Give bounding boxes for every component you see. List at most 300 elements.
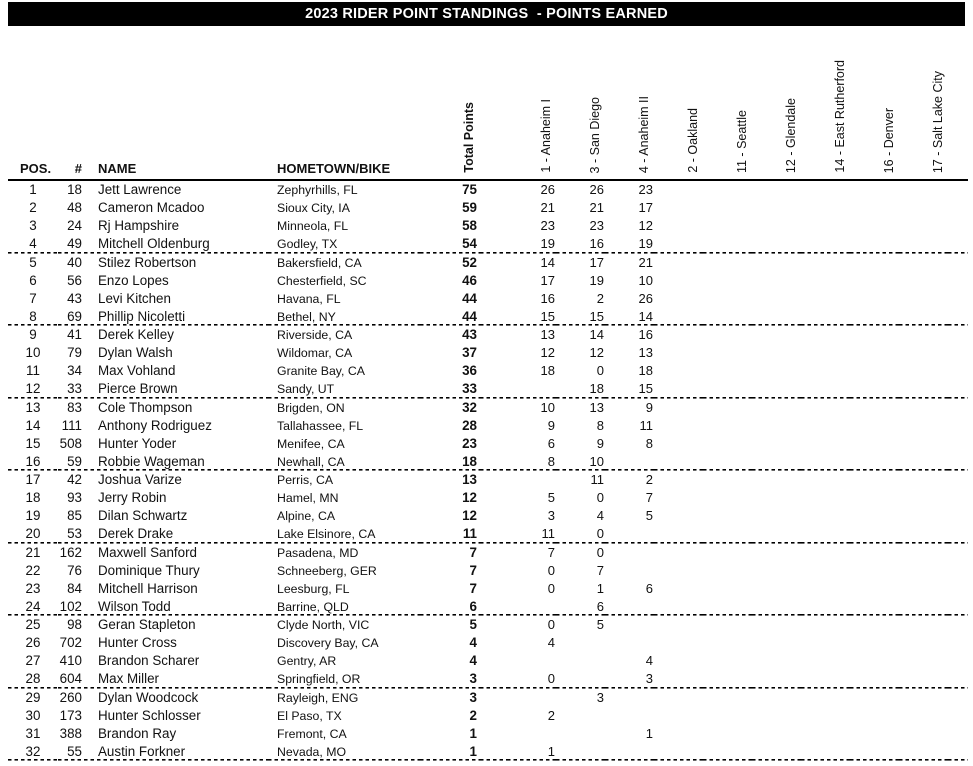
race-points-cell xyxy=(654,598,703,616)
spacer-cell xyxy=(480,652,507,670)
race-points-cell xyxy=(654,326,703,344)
pos-cell: 12 xyxy=(8,380,58,398)
race-points-cell: 10 xyxy=(540,399,555,415)
race-points-cell xyxy=(801,652,850,670)
race-points-cell xyxy=(752,362,801,380)
race-points-cell xyxy=(850,308,899,326)
hometown-cell: Havana, FL xyxy=(277,291,341,306)
race-points-cell xyxy=(507,380,556,398)
table-row xyxy=(8,525,968,543)
hometown-cell: Granite Bay, CA xyxy=(277,364,365,379)
race-points-cell xyxy=(752,254,801,272)
hometown-cell: Newhall, CA xyxy=(268,453,420,471)
spacer-cell xyxy=(480,254,507,272)
race-points-cell xyxy=(850,634,899,652)
race-points-cell xyxy=(801,616,850,634)
filler-cell xyxy=(948,254,968,272)
name-cell: Cameron Mcadoo xyxy=(98,200,205,216)
race-points-cell: 26 xyxy=(589,182,604,197)
race-points-cell xyxy=(850,525,899,543)
number-cell: 18 xyxy=(67,182,82,197)
race-points-cell xyxy=(654,399,703,417)
race-points-cell xyxy=(850,453,899,471)
race-points-cell: 14 xyxy=(540,254,555,270)
race-points-cell xyxy=(752,217,801,235)
race-points-cell xyxy=(752,689,801,707)
race-points-cell xyxy=(801,399,850,417)
hometown-cell: Clyde North, VIC xyxy=(277,618,370,632)
table-row xyxy=(8,344,968,362)
name-cell: Dylan Walsh xyxy=(98,345,173,361)
race-points-cell xyxy=(703,634,752,652)
filler-cell xyxy=(948,616,968,634)
hometown-cell: Zephyrhills, FL xyxy=(277,183,358,197)
column-header-name: NAME xyxy=(84,30,268,180)
hometown-cell: Leesburg, FL xyxy=(277,581,350,596)
name-cell: Jett Lawrence xyxy=(98,182,182,197)
race-points-cell: 0 xyxy=(507,670,556,688)
race-points-cell xyxy=(703,525,752,543)
race-points-cell: 0 xyxy=(596,490,604,506)
total-points-cell: 13 xyxy=(462,472,477,487)
race-points-cell xyxy=(703,344,752,362)
hometown-cell: Gentry, AR xyxy=(277,654,337,669)
race-points-cell xyxy=(703,544,752,562)
race-points-cell xyxy=(899,308,948,326)
filler-cell xyxy=(948,217,968,235)
race-points-cell: 15 xyxy=(507,308,556,326)
spacer-cell xyxy=(480,399,507,417)
number-cell: 702 xyxy=(59,635,82,651)
race-points-cell xyxy=(654,743,703,761)
race-points-cell xyxy=(703,417,752,435)
race-points-cell: 5 xyxy=(645,508,653,524)
race-points-cell: 15 xyxy=(556,308,605,326)
table-row xyxy=(8,254,968,272)
filler-cell xyxy=(948,689,968,707)
race-points-cell xyxy=(752,435,801,453)
column-header-race: 1 - Anaheim I xyxy=(507,30,556,180)
race-points-cell: 14 xyxy=(605,308,654,326)
race-points-cell xyxy=(507,652,556,670)
filler-cell xyxy=(948,344,968,362)
race-points-cell: 12 xyxy=(540,345,555,361)
race-points-cell xyxy=(703,707,752,725)
table-row xyxy=(8,634,968,652)
name-cell: Hunter Cross xyxy=(98,635,177,651)
race-points-cell xyxy=(703,453,752,471)
number-cell: 59 xyxy=(58,453,84,471)
name-cell: Dominique Thury xyxy=(98,562,200,578)
name-cell: Robbie Wageman xyxy=(84,453,268,471)
number-cell: 49 xyxy=(58,235,84,253)
total-points-cell: 36 xyxy=(462,363,477,379)
number-cell: 84 xyxy=(67,580,82,596)
race-points-cell xyxy=(507,689,556,707)
hometown-cell: Nevada, MO xyxy=(268,743,420,761)
race-points-cell xyxy=(850,362,899,380)
race-points-cell xyxy=(654,725,703,743)
race-points-cell xyxy=(801,326,850,344)
race-points-cell xyxy=(752,634,801,652)
filler-cell xyxy=(948,380,968,398)
hometown-cell: Sioux City, IA xyxy=(277,201,350,216)
race-points-cell xyxy=(752,652,801,670)
filler-cell xyxy=(948,199,968,217)
race-points-cell xyxy=(801,598,850,616)
race-points-cell xyxy=(801,544,850,562)
race-points-cell: 12 xyxy=(589,345,604,361)
hometown-cell: Fremont, CA xyxy=(277,726,347,741)
race-points-cell xyxy=(899,598,948,616)
column-header-race: 4 - Anaheim II xyxy=(605,30,654,180)
table-row xyxy=(8,399,968,417)
race-points-cell xyxy=(899,743,948,761)
race-points-cell: 0 xyxy=(596,544,604,560)
table-row xyxy=(8,362,968,380)
filler-cell xyxy=(948,235,968,253)
race-points-cell xyxy=(752,471,801,489)
race-points-cell: 6 xyxy=(547,435,555,451)
total-points-cell: 11 xyxy=(420,525,480,543)
total-points-cell: 12 xyxy=(462,508,477,524)
race-points-cell: 1 xyxy=(507,743,556,761)
name-cell: Max Miller xyxy=(84,670,268,688)
race-points-cell xyxy=(703,290,752,308)
spacer-cell xyxy=(480,417,507,435)
race-points-cell xyxy=(605,544,654,562)
race-points-cell: 0 xyxy=(596,363,604,379)
race-points-cell: 9 xyxy=(645,399,653,415)
hometown-cell: Brigden, ON xyxy=(277,400,345,415)
hometown-cell: Lake Elsinore, CA xyxy=(268,525,420,543)
race-points-cell xyxy=(899,707,948,725)
spacer-cell xyxy=(480,199,507,217)
hometown-cell: Chesterfield, SC xyxy=(277,273,367,288)
spacer-cell xyxy=(480,380,507,398)
race-points-cell xyxy=(801,235,850,253)
hometown-cell: Schneeberg, GER xyxy=(277,563,377,578)
page-title: 2023 RIDER POINT STANDINGS - POINTS EARNED xyxy=(8,2,965,26)
race-points-cell xyxy=(654,544,703,562)
race-points-cell xyxy=(752,453,801,471)
race-points-cell xyxy=(556,707,605,725)
table-row xyxy=(8,435,968,453)
name-cell: Austin Forkner xyxy=(84,743,268,761)
table-row xyxy=(8,180,968,199)
race-points-cell xyxy=(654,344,703,362)
number-cell: 111 xyxy=(61,417,82,433)
name-cell: Mitchell Harrison xyxy=(98,580,198,596)
race-points-cell: 23 xyxy=(589,218,604,234)
table-row xyxy=(8,453,968,471)
race-points-cell xyxy=(899,453,948,471)
total-points-cell: 43 xyxy=(462,327,477,342)
race-points-cell xyxy=(654,217,703,235)
race-points-cell xyxy=(850,199,899,217)
filler-cell xyxy=(948,290,968,308)
total-points-cell: 3 xyxy=(469,689,477,705)
race-points-cell: 15 xyxy=(605,380,654,398)
pos-cell: 23 xyxy=(25,580,41,596)
race-points-cell: 7 xyxy=(547,544,555,560)
name-cell: Enzo Lopes xyxy=(98,272,169,288)
race-points-cell xyxy=(850,344,899,362)
spacer-cell xyxy=(480,489,507,507)
race-points-cell: 10 xyxy=(638,272,653,288)
race-points-cell xyxy=(850,544,899,562)
race-points-cell xyxy=(752,344,801,362)
race-points-cell xyxy=(654,580,703,598)
race-points-cell: 1 xyxy=(596,580,604,596)
race-points-cell: 8 xyxy=(507,453,556,471)
name-cell: Dylan Woodcock xyxy=(98,689,199,705)
pos-cell: 31 xyxy=(25,725,41,741)
filler-cell xyxy=(948,453,968,471)
spacer-cell xyxy=(480,453,507,471)
hometown-cell: Hamel, MN xyxy=(277,491,339,506)
hometown-cell: Perris, CA xyxy=(277,473,334,487)
race-points-cell: 4 xyxy=(596,508,604,524)
race-points-cell xyxy=(654,670,703,688)
race-points-cell: 17 xyxy=(540,272,555,288)
race-points-cell xyxy=(801,199,850,217)
race-points-cell: 19 xyxy=(605,235,654,253)
race-points-cell: 16 xyxy=(638,327,653,342)
race-points-cell xyxy=(556,652,605,670)
number-cell: 24 xyxy=(67,218,82,234)
table-row xyxy=(8,217,968,235)
race-points-cell xyxy=(703,507,752,525)
race-points-cell: 7 xyxy=(596,562,604,578)
spacer-cell xyxy=(480,272,507,290)
race-points-cell xyxy=(850,217,899,235)
column-header-race: 16 - Denver xyxy=(850,30,899,180)
race-points-cell xyxy=(752,489,801,507)
race-points-cell xyxy=(752,580,801,598)
race-points-cell xyxy=(899,544,948,562)
hometown-cell: Tallahassee, FL xyxy=(277,418,364,433)
race-points-cell xyxy=(899,471,948,489)
race-points-cell xyxy=(850,616,899,634)
total-points-cell: 18 xyxy=(420,453,480,471)
race-points-cell xyxy=(703,652,752,670)
name-cell: Wilson Todd xyxy=(84,598,268,616)
name-cell: Levi Kitchen xyxy=(98,290,171,306)
hometown-cell: Bakersfield, CA xyxy=(277,255,362,270)
table-row xyxy=(8,417,968,435)
number-cell: 42 xyxy=(67,472,82,487)
spacer-cell xyxy=(480,743,507,761)
race-points-cell xyxy=(703,380,752,398)
race-points-cell xyxy=(850,380,899,398)
column-header-race: 2 - Oakland xyxy=(654,30,703,180)
race-points-cell: 1 xyxy=(645,725,653,741)
race-points-cell xyxy=(654,435,703,453)
total-points-cell: 32 xyxy=(462,399,477,415)
name-cell: Derek Kelley xyxy=(98,327,174,342)
race-points-cell xyxy=(899,254,948,272)
race-points-cell: 11 xyxy=(590,472,604,487)
table-row xyxy=(8,580,968,598)
race-points-cell xyxy=(703,272,752,290)
number-cell: 388 xyxy=(59,725,82,741)
number-cell: 102 xyxy=(58,598,84,616)
table-row xyxy=(8,507,968,525)
table-row xyxy=(8,616,968,634)
total-points-cell: 1 xyxy=(469,725,477,741)
race-points-cell xyxy=(801,689,850,707)
race-points-cell xyxy=(752,380,801,398)
filler-cell xyxy=(948,399,968,417)
total-points-cell: 7 xyxy=(469,544,477,560)
pos-cell: 30 xyxy=(25,707,41,723)
race-points-cell xyxy=(703,435,752,453)
race-points-cell xyxy=(703,471,752,489)
race-points-cell xyxy=(801,380,850,398)
race-points-cell: 5 xyxy=(547,490,555,506)
pos-cell: 7 xyxy=(29,290,37,306)
total-points-cell: 52 xyxy=(462,254,477,270)
filler-cell xyxy=(948,308,968,326)
race-points-cell xyxy=(703,235,752,253)
table-row xyxy=(8,308,968,326)
race-points-cell xyxy=(752,544,801,562)
number-cell: 55 xyxy=(58,743,84,761)
table-row xyxy=(8,562,968,580)
race-points-cell xyxy=(556,725,605,743)
race-points-cell xyxy=(801,417,850,435)
race-points-cell xyxy=(752,507,801,525)
race-points-cell: 10 xyxy=(556,453,605,471)
race-points-cell xyxy=(899,507,948,525)
race-points-cell: 6 xyxy=(645,580,653,596)
pos-cell: 5 xyxy=(29,254,37,270)
table-row xyxy=(8,471,968,489)
pos-cell: 17 xyxy=(25,472,41,487)
standings-table xyxy=(8,30,968,761)
filler-cell xyxy=(948,634,968,652)
race-points-cell xyxy=(899,489,948,507)
race-points-cell xyxy=(801,580,850,598)
race-points-cell xyxy=(752,308,801,326)
race-points-cell: 18 xyxy=(638,363,653,379)
race-points-cell xyxy=(899,417,948,435)
spacer-cell xyxy=(480,562,507,580)
number-cell: 83 xyxy=(67,399,82,415)
total-points-cell: 46 xyxy=(462,272,477,288)
race-points-cell xyxy=(654,525,703,543)
race-points-cell: 19 xyxy=(589,272,604,288)
race-points-cell xyxy=(850,707,899,725)
filler-cell xyxy=(948,489,968,507)
name-cell: Joshua Varize xyxy=(98,472,182,487)
race-points-cell: 11 xyxy=(639,417,653,433)
race-points-cell xyxy=(654,199,703,217)
race-points-cell xyxy=(752,725,801,743)
spacer-cell xyxy=(480,525,507,543)
race-points-cell: 21 xyxy=(589,200,604,216)
table-row xyxy=(8,670,968,688)
race-points-cell xyxy=(899,616,948,634)
race-points-cell xyxy=(850,254,899,272)
race-points-cell xyxy=(850,743,899,761)
pos-cell: 19 xyxy=(25,508,41,524)
number-cell: 56 xyxy=(67,272,82,288)
filler-cell xyxy=(948,598,968,616)
race-points-cell: 5 xyxy=(596,617,604,632)
race-points-cell xyxy=(654,254,703,272)
race-points-cell xyxy=(850,399,899,417)
number-cell: 604 xyxy=(58,670,84,688)
race-points-cell: 0 xyxy=(547,580,555,596)
race-points-cell xyxy=(703,399,752,417)
total-points-cell: 59 xyxy=(462,200,477,216)
hometown-cell: Discovery Bay, CA xyxy=(277,636,379,651)
race-points-cell xyxy=(850,290,899,308)
race-points-cell: 9 xyxy=(596,435,604,451)
spacer-cell xyxy=(480,670,507,688)
race-points-cell xyxy=(899,235,948,253)
race-points-cell xyxy=(899,399,948,417)
race-points-cell xyxy=(654,308,703,326)
pos-cell: 26 xyxy=(25,635,41,651)
race-points-cell xyxy=(850,180,899,199)
race-points-cell xyxy=(752,525,801,543)
race-points-cell xyxy=(801,743,850,761)
pos-cell: 1 xyxy=(29,182,37,197)
hometown-cell: Godley, TX xyxy=(268,235,420,253)
race-points-cell xyxy=(556,743,605,761)
race-points-cell xyxy=(605,562,654,580)
race-points-cell xyxy=(850,235,899,253)
race-points-cell xyxy=(850,489,899,507)
race-points-cell xyxy=(703,743,752,761)
name-cell: Cole Thompson xyxy=(98,399,193,415)
race-points-cell: 2 xyxy=(596,290,604,306)
race-points-cell xyxy=(703,689,752,707)
name-cell: Pierce Brown xyxy=(84,380,268,398)
total-points-cell: 4 xyxy=(469,653,477,669)
column-header-race: 17 - Salt Lake City xyxy=(899,30,948,180)
table-row xyxy=(8,598,968,616)
race-points-cell xyxy=(899,689,948,707)
total-points-cell: 1 xyxy=(420,743,480,761)
filler-cell xyxy=(948,707,968,725)
number-cell: 43 xyxy=(67,290,82,306)
race-points-cell: 4 xyxy=(645,653,653,669)
pos-cell: 32 xyxy=(8,743,58,761)
table-row xyxy=(8,326,968,344)
race-points-cell xyxy=(605,743,654,761)
table-row xyxy=(8,689,968,707)
race-points-cell xyxy=(850,725,899,743)
race-points-cell: 17 xyxy=(638,200,653,216)
column-header-pos: POS. xyxy=(8,30,58,180)
spacer-cell xyxy=(480,725,507,743)
race-points-cell xyxy=(801,344,850,362)
number-cell: 76 xyxy=(67,562,82,578)
race-points-cell xyxy=(850,670,899,688)
total-points-cell: 7 xyxy=(469,562,477,578)
filler-cell xyxy=(948,743,968,761)
name-cell: Brandon Ray xyxy=(98,725,177,741)
race-points-cell xyxy=(899,272,948,290)
race-points-cell xyxy=(801,362,850,380)
race-points-cell xyxy=(703,217,752,235)
race-points-cell xyxy=(801,254,850,272)
filler-cell xyxy=(948,417,968,435)
